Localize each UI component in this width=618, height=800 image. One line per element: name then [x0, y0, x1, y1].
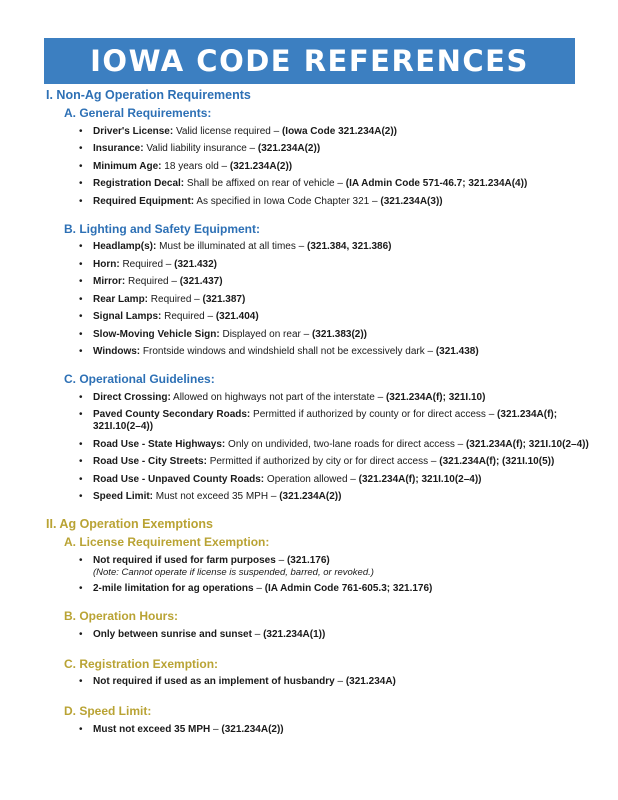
code-reference: (321.384, 321.386) [306, 241, 392, 252]
item-term: Not required if used as an implement of husbandry [93, 676, 335, 687]
item-list [46, 241, 591, 358]
code-reference: (321.438) [435, 346, 479, 357]
item-term: Road Use - State Highways: [93, 438, 226, 450]
code-reference: (321.432) [174, 258, 217, 270]
code-reference: (321.234A(2)) [279, 491, 342, 502]
list-item [79, 143, 591, 155]
list-item [79, 241, 591, 253]
item-note: (Note: Cannot operate if license is suspended, barred, or revoked.) [93, 566, 374, 578]
list-item [79, 276, 591, 288]
item-term: Road Use - City Streets: [93, 456, 207, 467]
item-term: Insurance: [93, 143, 144, 154]
item-text: 18 years old – [161, 160, 230, 172]
subsection-heading: A. License Requirement Exemption: [64, 535, 270, 549]
item-term: Only between sunrise and sunset [93, 628, 252, 640]
item-list [46, 392, 591, 504]
item-term: Mirror: [93, 276, 126, 287]
item-term: Driver's License: [93, 125, 174, 137]
list-item [79, 629, 591, 641]
item-list [46, 629, 591, 641]
item-text: Frontside windows and windshield shall not be excessively dark – [140, 346, 436, 357]
code-reference: (321.387) [202, 293, 246, 305]
list-item [79, 346, 591, 358]
item-term: Signal Lamps: [93, 311, 162, 322]
item-term: Speed Limit: [93, 491, 154, 502]
list-item [79, 474, 591, 486]
list-item [79, 583, 591, 595]
list-item [79, 329, 591, 341]
code-reference: (321.383(2)) [311, 328, 367, 340]
code-reference: (321.234A(2)) [229, 160, 293, 172]
item-text: – [210, 723, 222, 735]
subsection-heading: B. Operation Hours: [64, 609, 179, 623]
code-reference: (IA Admin Code 761-605.3; 321.176) [264, 583, 433, 594]
item-text: Required – [161, 311, 216, 322]
list-item [79, 196, 591, 208]
code-reference: (321.234A(3)) [380, 195, 443, 207]
code-reference: (321.234A(1)) [263, 628, 326, 640]
list-item [79, 724, 591, 736]
code-reference: (IA Admin Code 571-46.7; 321.234A(4)) [345, 178, 528, 189]
item-term: Paved County Secondary Roads: [93, 409, 251, 420]
item-text: Shall be affixed on rear of vehicle – [184, 178, 346, 189]
section-heading: I. Non-Ag Operation Requirements [46, 88, 251, 102]
item-text: Allowed on highways not part of the interstate – [170, 391, 386, 403]
item-term: Required Equipment: [93, 195, 195, 207]
item-text: Must not exceed 35 MPH – [153, 491, 280, 502]
item-list [46, 126, 591, 208]
item-text: Operation allowed – [264, 473, 359, 485]
item-term: Direct Crossing: [93, 391, 171, 403]
item-list [46, 676, 591, 688]
list-item [79, 161, 591, 173]
item-text: Only on undivided, two-lane roads for direct access – [225, 438, 466, 450]
list-item [79, 294, 591, 306]
item-text: Required – [119, 258, 175, 270]
list-item [79, 259, 591, 271]
code-reference: (321.437) [179, 276, 223, 287]
code-reference: (321.234A(f); 321I.10(2–4)) [465, 438, 589, 450]
item-term: Registration Decal: [93, 178, 185, 189]
item-term: Horn: [93, 258, 120, 270]
list-item [79, 491, 591, 503]
item-text: – [251, 628, 264, 640]
item-text: Must be illuminated at all times – [156, 241, 307, 252]
list-item [79, 311, 591, 323]
subsection-heading: B. Lighting and Safety Equipment: [64, 221, 260, 236]
item-text: Permitted if authorized by city or for direct access – [206, 456, 440, 467]
item-term: 2-mile limitation for ag operations [93, 583, 254, 594]
subsection-heading: C. Operational Guidelines: [64, 372, 215, 386]
code-reference: (Iowa Code 321.234A(2)) [281, 125, 398, 137]
item-term: Slow-Moving Vehicle Sign: [93, 328, 220, 340]
code-reference: (321.234A(2)) [221, 723, 284, 735]
item-text: Displayed on rear – [219, 328, 312, 340]
item-term: Minimum Age: [93, 160, 162, 172]
code-reference: (321.234A(f); 321I.10(2–4)) [358, 473, 482, 485]
item-list [46, 724, 591, 736]
item-text: – [253, 583, 265, 594]
item-term: Must not exceed 35 MPH [93, 723, 211, 735]
item-term: Headlamp(s): [93, 241, 157, 252]
code-reference: (321.404) [215, 311, 259, 322]
page-title: IOWA CODE REFERENCES [90, 44, 529, 78]
list-item [79, 456, 591, 468]
item-list [46, 555, 591, 596]
item-term: Windows: [93, 346, 141, 357]
code-reference: (321.234A(2)) [257, 143, 321, 154]
document-body [46, 88, 591, 736]
list-item [79, 126, 591, 138]
code-reference: (321.234A(f); 321I.10(2–4)) [93, 409, 558, 432]
code-reference: (321.176) [286, 554, 330, 566]
item-text: Valid liability insurance – [143, 143, 258, 154]
list-item [79, 676, 591, 688]
subsection-heading: C. Registration Exemption: [64, 656, 219, 671]
list-item [79, 555, 591, 578]
item-term: Not required if used for farm purposes [93, 554, 276, 566]
item-term: Rear Lamp: [93, 293, 149, 305]
list-item [79, 439, 591, 451]
item-text: As specified in Iowa Code Chapter 321 – [194, 195, 381, 207]
code-reference: (321.234A(f); (321I.10(5)) [439, 456, 555, 467]
subsection-heading: A. General Requirements: [64, 106, 212, 120]
item-term: Road Use - Unpaved County Roads: [93, 473, 265, 485]
list-item [79, 392, 591, 404]
item-text: Permitted if authorized by county or for direct access – [250, 409, 498, 420]
item-text: – [334, 676, 346, 687]
item-text: Required – [148, 293, 203, 305]
item-text: – [275, 554, 287, 566]
title-banner [44, 38, 575, 84]
item-text: Required – [125, 276, 180, 287]
item-text: Valid license required – [173, 125, 282, 137]
code-reference: (321.234A) [345, 676, 396, 687]
section-heading: II. Ag Operation Exemptions [46, 517, 213, 531]
list-item [79, 178, 591, 190]
code-reference: (321.234A(f); 321I.10) [385, 391, 486, 403]
list-item [79, 409, 591, 433]
subsection-heading: D. Speed Limit: [64, 704, 152, 718]
